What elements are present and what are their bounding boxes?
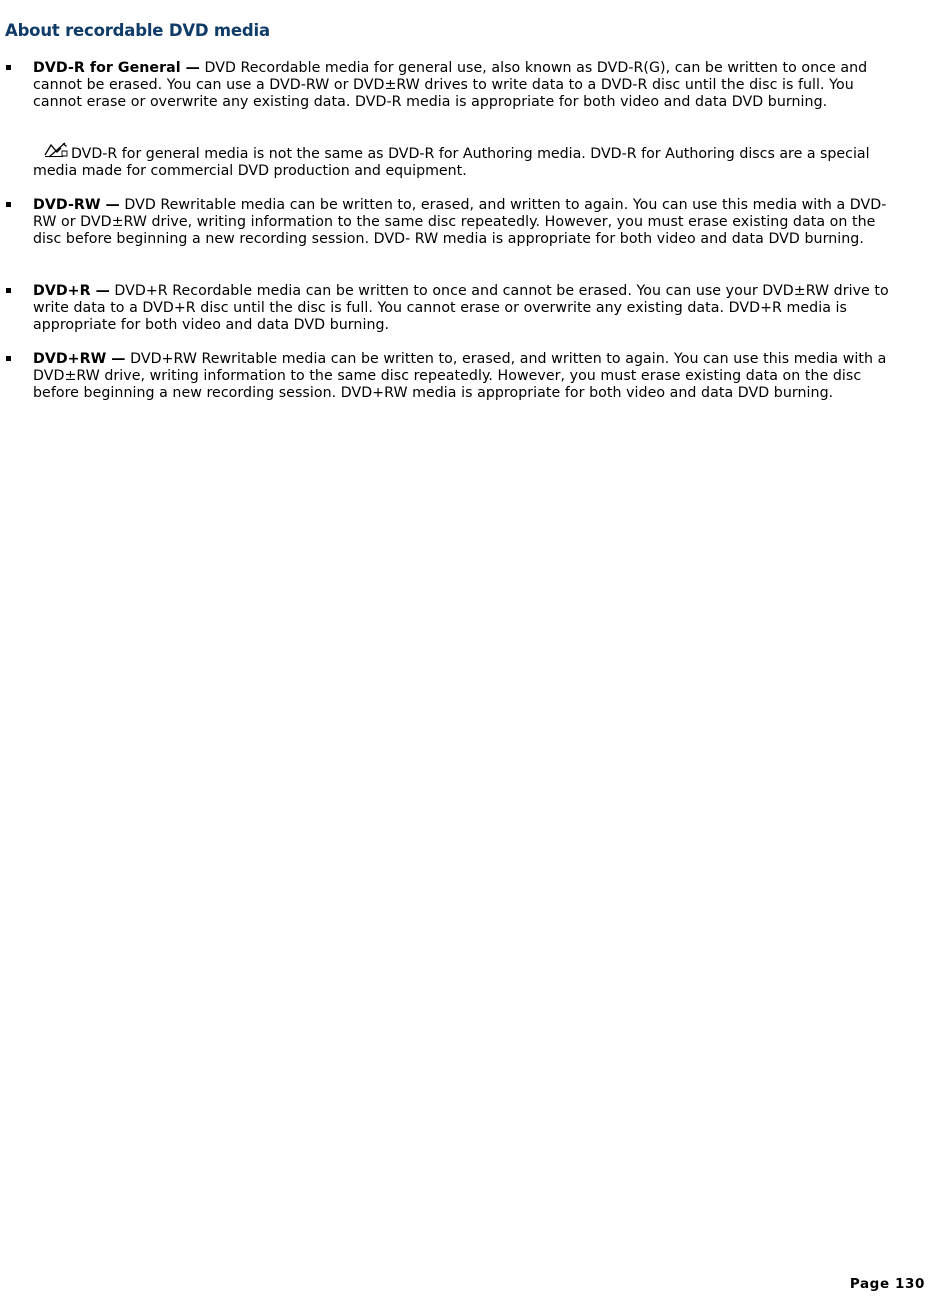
list-item-dvd-rw [33,197,893,248]
item-description: DVD+RW Rewritable media can be written to, erased, and written to again. You can use this media with a DVD±RW drive, writing information to the same disc repeatedly. However, you must erase existing data on the disc before beginning a new recording session. DVD+RW media is appropriate for both video and data DVD burning. [33,351,887,401]
note-pen-icon [43,142,69,159]
item-description: DVD Recordable media for general use, also known as DVD-R(G), can be written to once and cannot be erased. You can use a DVD-RW or DVD±RW drives to write data to a DVD-R disc until the disc is full. You cannot erase or overwrite any existing data. DVD-R media is appropriate for both video and data DVD burning. [33,60,868,110]
term-label: DVD-R for General — [33,60,200,76]
bullet-icon [6,65,11,70]
note-block [33,142,903,180]
term-label: DVD-RW — [33,197,120,213]
bullet-icon [6,288,11,293]
page-title: About recordable DVD media [5,21,270,40]
list-item-dvd-plus-rw [33,351,893,402]
list-item-dvd-r-general [33,60,893,111]
term-label: DVD+RW — [33,351,126,367]
note-text: DVD-R for general media is not the same as DVD-R for Authoring media. DVD-R for Authoring discs are a special media made for commercial DVD production and equipment. [33,146,870,179]
item-description: DVD+R Recordable media can be written to once and cannot be erased. You can use your DVD±RW drive to write data to a DVD+R disc until the disc is full. You cannot erase or overwrite any existing data. DVD+R media is appropriate for both video and data DVD burning. [33,283,889,333]
list-item-dvd-plus-r [33,283,893,334]
bullet-icon [6,202,11,207]
item-description: DVD Rewritable media can be written to, erased, and written to again. You can use this media with a DVD-RW or DVD±RW drive, writing information to the same disc repeatedly. However, you must erase existing data on the disc before beginning a new recording session. DVD- RW media is appropriate for both video and data DVD burning. [33,197,887,247]
page-number: Page 130 [849,1276,925,1292]
term-label: DVD+R — [33,283,110,299]
bullet-icon [6,356,11,361]
